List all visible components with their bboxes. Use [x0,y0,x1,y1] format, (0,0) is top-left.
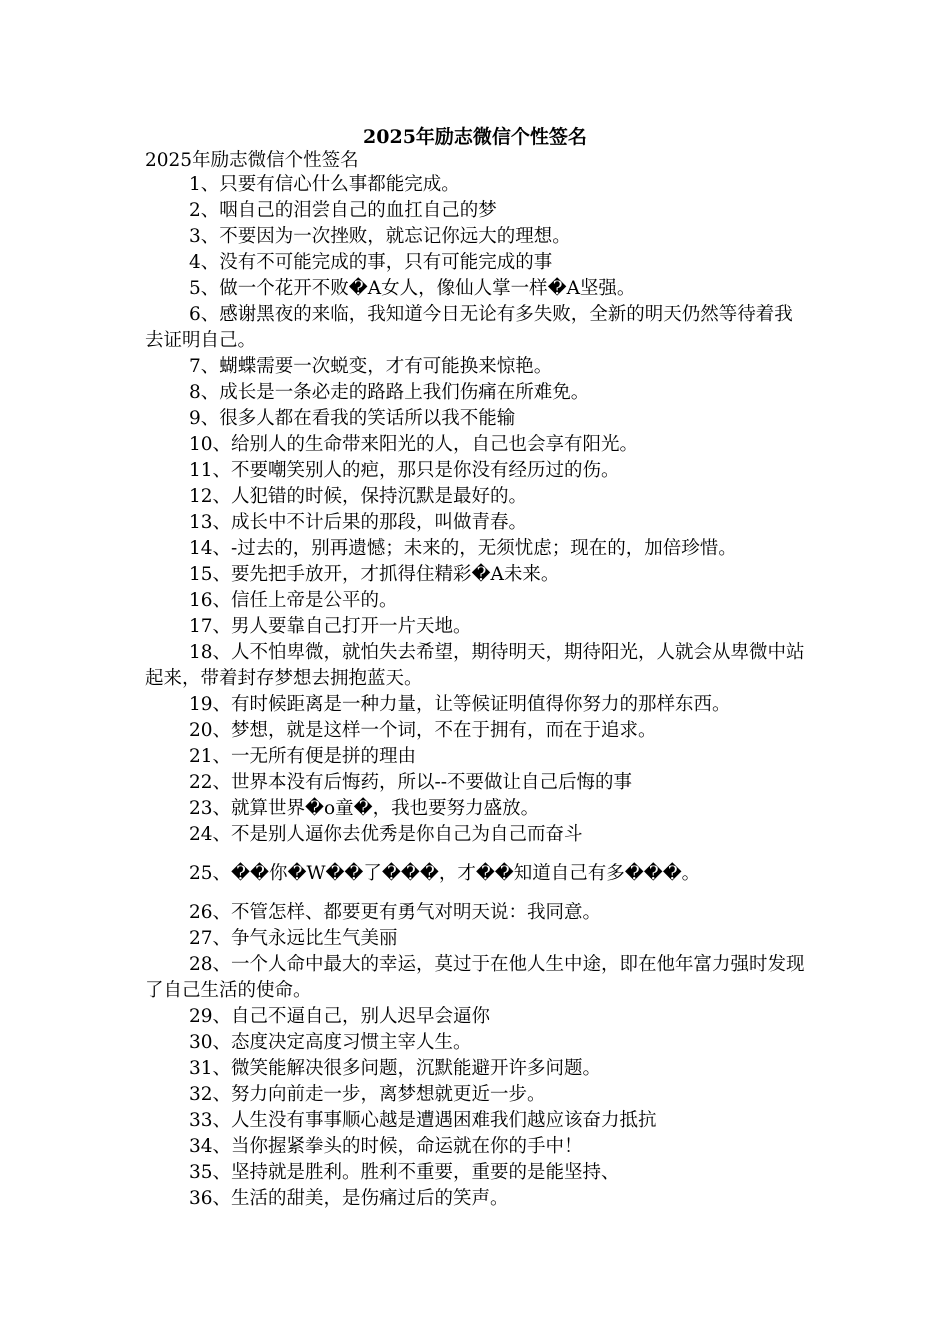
list-item: 13、成长中不计后果的那段，叫做青春。 [189,512,528,533]
list-item: 9、很多人都在看我的笑话所以我不能输 [189,408,516,429]
list-item: 32、努力向前走一步，离梦想就更近一步。 [189,1084,546,1105]
list-item: 29、自己不逼自己，别人迟早会逼你 [189,1006,491,1027]
list-item: 17、男人要靠自己打开一片天地。 [189,616,472,637]
list-item: 11、不要嘲笑别人的疤，那只是你没有经历过的伤。 [189,460,620,481]
list-item: 5、做一个花开不败�A女人，像仙人掌一样�A坚强。 [189,278,636,299]
list-item: 14、-过去的，别再遗憾；未来的，无须忧虑；现在的，加倍珍惜。 [189,538,737,559]
list-item: 18、人不怕卑微，就怕失去希望，期待明天，期待阳光，人就会从卑微中站起来，带着封存梦想去拥抱蓝天。 [145,642,805,689]
list-item: 24、不是别人逼你去优秀是你自己为自己而奋斗 [189,824,583,845]
list-item: 12、人犯错的时候，保持沉默是最好的。 [189,486,528,507]
list-item: 36、生活的甜美，是伤痛过后的笑声。 [189,1188,509,1209]
list-item: 15、要先把手放开，才抓得住精彩�A未来。 [189,564,560,585]
list-item: 30、态度决定高度习惯主宰人生。 [189,1032,472,1053]
list-item: 34、当你握紧拳头的时候，命运就在你的手中！ [189,1136,583,1157]
list-item: 35、坚持就是胜利。胜利不重要，重要的是能坚持、 [189,1162,620,1183]
signature-list [145,172,805,1212]
list-item: 21、一无所有便是拼的理由 [189,746,417,767]
list-item: 16、信任上帝是公平的。 [189,590,398,611]
list-item: 4、没有不可能完成的事，只有可能完成的事 [189,252,553,273]
list-item: 25、��你�W��了���，才��知道自己有多���。 [189,863,701,884]
list-item: 31、微笑能解决很多问题，沉默能避开许多问题。 [189,1058,602,1079]
list-item: 28、一个人命中最大的幸运，莫过于在他人生中途，即在他年富力强时发现了自己生活的使命。 [145,954,805,1001]
list-item: 7、蝴蝶需要一次蜕变，才有可能换来惊艳。 [189,356,553,377]
document-subtitle: 2025年励志微信个性签名 [145,150,359,171]
list-item: 6、感谢黑夜的来临，我知道今日无论有多失败，全新的明天仍然等待着我去证明自己。 [145,304,793,351]
list-item: 10、给别人的生命带来阳光的人，自己也会享有阳光。 [189,434,639,455]
list-item: 27、争气永远比生气美丽 [189,928,398,949]
list-item: 22、世界本没有后悔药，所以--不要做让自己后悔的事 [189,772,633,793]
list-item: 3、不要因为一次挫败，就忘记你远大的理想。 [189,226,571,247]
list-item: 26、不管怎样、都要更有勇气对明天说：我同意。 [189,902,602,923]
list-item: 20、梦想，就是这样一个词，不在于拥有，而在于追求。 [189,720,657,741]
document-title: 2025年励志微信个性签名 [363,126,587,148]
list-item: 1、只要有信心什么事都能完成。 [189,174,460,195]
list-item: 2、咽自己的泪尝自己的血扛自己的梦 [189,200,497,221]
list-item: 8、成长是一条必走的路路上我们伤痛在所难免。 [189,382,590,403]
list-item: 33、人生没有事事顺心越是遭遇困难我们越应该奋力抵抗 [189,1110,657,1131]
list-item: 23、就算世界�o童�，我也要努力盛放。 [189,798,540,819]
list-item: 19、有时候距离是一种力量，让等候证明值得你努力的那样东西。 [189,694,731,715]
